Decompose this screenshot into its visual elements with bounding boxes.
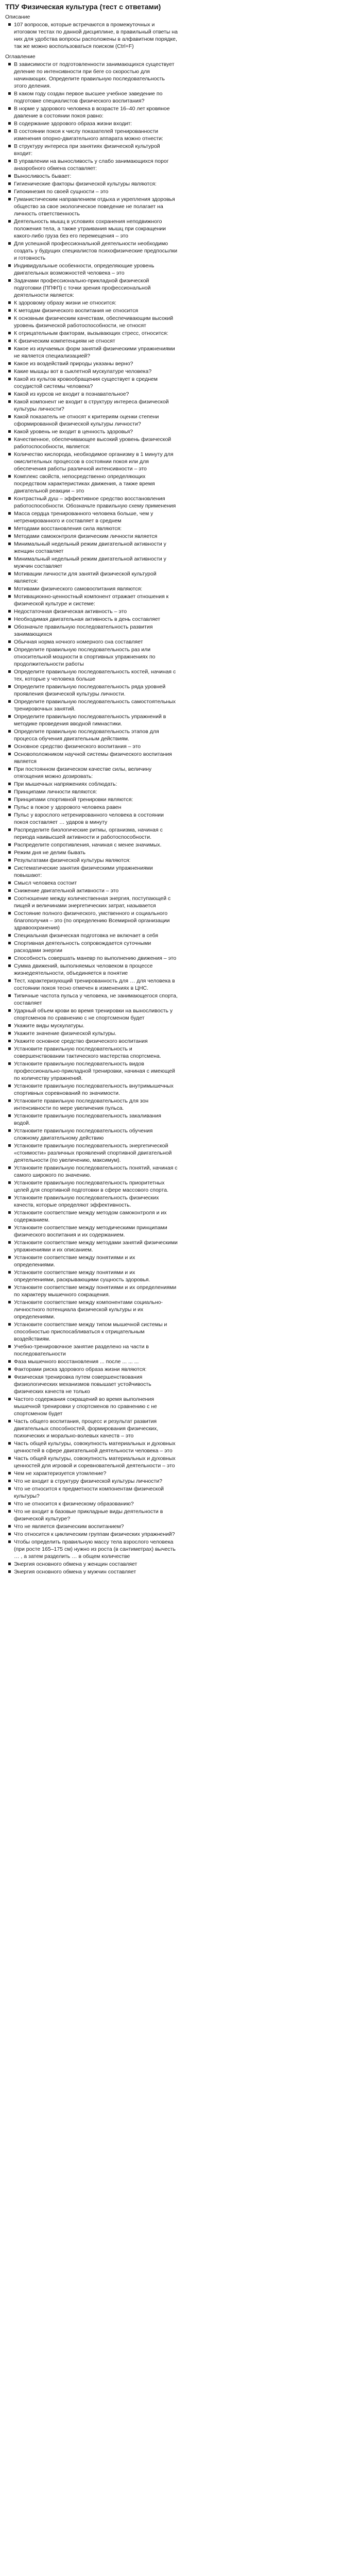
toc-link[interactable]: Масса сердца тренированного человека больше, чем у нетренированного и составляет в среднем: [14, 511, 153, 524]
toc-item: [8, 826, 178, 841]
toc-item: [8, 307, 178, 314]
toc-item: [8, 1478, 178, 1485]
toc-link[interactable]: Чтобы определить правильную массу тела взрослого человека (при росте 165–175 см) нужно из роста (в сантиметрах) вычесть … , а затем разделить … в общем количестве: [14, 1539, 176, 1560]
toc-link[interactable]: Какой компонент не входит в структуру интереса физической культуры личности?: [14, 399, 169, 412]
toc-link[interactable]: В зависимости от подготовленности занимающихся существует деление по интенсивности при беге со скоростью для начинающих. Определите правильную последовательность этого деления.: [14, 61, 175, 89]
toc-item: [8, 277, 178, 299]
toc-item: [8, 781, 178, 788]
toc-link[interactable]: Состояние полного физического, умственного и социального благополучия – это (по определению Всемирной организации здравоохранения): [14, 910, 170, 931]
toc-link[interactable]: Установите соответствие между компонентами социально-личностного потенциала физической культуры и их определениями.: [14, 1299, 163, 1320]
toc-link[interactable]: Установите соответствие между методическими принципами физического воспитания и их содержанием.: [14, 1225, 167, 1238]
description-section: [5, 13, 356, 50]
toc-item: [8, 646, 178, 668]
toc-item: [8, 992, 178, 1007]
toc-link[interactable]: Определите правильную последовательность самостоятельных тренировочных занятий.: [14, 699, 176, 712]
toc-link[interactable]: Задачами профессионально-прикладной физической подготовки (ППФП) с точки зрения профессиональной деятельности является:: [14, 278, 151, 298]
description-list: [5, 21, 356, 50]
toc-item: [8, 940, 178, 954]
toc-link[interactable]: При мышечных напряжениях соблюдать:: [14, 781, 117, 787]
toc-item: [8, 668, 178, 683]
toc-link[interactable]: Укажите значение физической культуры.: [14, 1030, 117, 1037]
toc-item: [8, 1343, 178, 1358]
toc-link[interactable]: В управлении на выносливость у слабо занимающихся порог анаэробного обмена составляет:: [14, 158, 169, 172]
toc-item: [8, 616, 178, 623]
toc-link[interactable]: Факторами риска здорового образа жизни являются:: [14, 1366, 147, 1372]
toc-link[interactable]: Гипокинезия по своей сущности – это: [14, 189, 109, 195]
toc-link[interactable]: Качественное, обеспечивающее высокий уровень физической работоспособности, является:: [14, 436, 171, 450]
toc-link[interactable]: Установите соответствие между понятиями и их определениями, раскрывающими сущность здоровья.: [14, 1269, 150, 1283]
toc-link[interactable]: Снижение двигательной активности – это: [14, 888, 119, 894]
toc-link[interactable]: Что не входит в базовые прикладные виды деятельности в физической культуре?: [14, 1509, 163, 1522]
toc-item: [8, 585, 178, 592]
toc-item: [8, 1269, 178, 1283]
toc-item: [8, 1500, 178, 1507]
toc-link[interactable]: Основоположником научной системы физического воспитания является: [14, 751, 172, 765]
toc-item: [8, 262, 178, 277]
toc-item: [8, 1060, 178, 1082]
toc-item: [8, 1030, 178, 1037]
toc-item: [8, 368, 178, 375]
toc-item: [8, 932, 178, 939]
toc-link[interactable]: Методами восстановления сила являются:: [14, 526, 122, 532]
toc-link[interactable]: Принципами спортивной тренировки являются:: [14, 796, 133, 803]
toc-item: [8, 1568, 178, 1575]
toc-item: [8, 1374, 178, 1395]
toc-item: [8, 977, 178, 992]
toc-item: [8, 218, 178, 240]
toc-link[interactable]: Выносливость бывает:: [14, 173, 72, 179]
toc-item: [8, 1358, 178, 1365]
toc-link[interactable]: Что не входит в структуру физической культуры личности?: [14, 1478, 163, 1484]
toc-link[interactable]: Режим дня не делим бывать: [14, 850, 86, 856]
toc-link[interactable]: Комплекс свойств, непосредственно определяющих посредством характеристиках движения, а также время двигательной реакции – это: [14, 473, 155, 494]
toc-list: [5, 61, 356, 1575]
toc-item: [8, 473, 178, 495]
toc-link[interactable]: Минимальный недельный режим двигательной активности у мужчин составляет: [14, 556, 166, 569]
toc-item: [8, 1142, 178, 1164]
toc-link[interactable]: Индивидуальные особенности, определяющие уровень двигательных возможностей человека – это: [14, 263, 154, 276]
toc-item: [8, 962, 178, 977]
toc-link[interactable]: Распределите сопротивления, начиная с менее значимых.: [14, 842, 162, 848]
toc-link[interactable]: Пульс у взрослого нетренированного человека в состоянии покоя составляет … ударов в минуту: [14, 812, 164, 825]
toc-link[interactable]: Способность совершать маневр по выполнению движения – это: [14, 955, 177, 961]
toc-item: [8, 533, 178, 540]
toc-link[interactable]: Установите правильную последовательность понятий, начиная с самого широкого по значению.: [14, 1165, 178, 1178]
toc-link[interactable]: Физическая тренировка путем совершенствования физиологических механизмов повышает устойчивость физических качеств не только: [14, 1374, 151, 1395]
toc-item: [8, 751, 178, 765]
toc-item: [8, 766, 178, 780]
toc-item: [8, 143, 178, 157]
toc-link[interactable]: Для успешной профессиональной деятельности необходимо создать у будущих специалистов психофизические предпосылки и готовность: [14, 241, 178, 261]
toc-item: [8, 1508, 178, 1522]
toc-link[interactable]: Что не относится к физическому образованию?: [14, 1501, 134, 1507]
toc-item: [8, 188, 178, 195]
toc-link[interactable]: В норме у здорового человека в возрасте 16–40 лет кровяное давление в состоянии покоя равно:: [14, 106, 170, 119]
toc-link[interactable]: Чем не характеризуется утомление?: [14, 1470, 107, 1477]
toc-item: [8, 1194, 178, 1209]
toc-item: [8, 857, 178, 864]
toc-item: [8, 1418, 178, 1439]
toc-item: [8, 1224, 178, 1239]
toc-link[interactable]: Что относится к циклическим группам физических упражнений?: [14, 1531, 175, 1537]
toc-item: [8, 1022, 178, 1029]
toc-link[interactable]: Какое из изучаемых форм занятий физическими упражнениями не является специализацией?: [14, 346, 175, 359]
toc-item: [8, 360, 178, 367]
toc-item: [8, 570, 178, 585]
toc-item: [8, 1239, 178, 1253]
toc-item: [8, 158, 178, 172]
toc-link[interactable]: Частого содержания сокращений во время выполнения мышечной тренировки у спортсменов по сравнению с не спортсменом будет: [14, 1396, 157, 1417]
toc-heading: Оглавление: [5, 54, 36, 60]
toc-item: [8, 713, 178, 727]
toc-link[interactable]: Гуманистическим направлением отдыха и укрепления здоровья общество за свое экологическое поведение не полагает на личность ответственность: [14, 196, 175, 217]
toc-link[interactable]: Энергия основного обмена у мужчин составляет: [14, 1569, 136, 1575]
toc-item: [8, 436, 178, 450]
toc-item: [8, 196, 178, 217]
toc-item: [8, 743, 178, 750]
toc-link[interactable]: Часть общей культуры, совокупность материальных и духовных ценностей для игровой и соревновательной деятельности – это: [14, 1455, 176, 1469]
toc-link[interactable]: Обычная норма ночного номерного сна составляет: [14, 639, 143, 645]
toc-item: [8, 180, 178, 188]
toc-item: [8, 1470, 178, 1477]
toc-item: [8, 1440, 178, 1454]
toc-link[interactable]: Обозначьте правильную последовательность развития занимающихся: [14, 624, 153, 637]
toc-item: [8, 638, 178, 646]
toc-item: [8, 1523, 178, 1530]
toc-link[interactable]: Мотивации личности для занятий физической культурой является:: [14, 571, 157, 584]
toc-item: [8, 315, 178, 329]
toc-link[interactable]: Мотивами физического самовоспитания являются:: [14, 586, 143, 592]
toc-item: [8, 1531, 178, 1538]
toc-link[interactable]: Смысл человека состоит: [14, 880, 77, 886]
toc-link[interactable]: Установите правильную последовательность для зон интенсивности по мере увеличения пульса.: [14, 1098, 149, 1111]
toc-item: [8, 1127, 178, 1142]
toc-link[interactable]: Часть общей культуры, совокупность материальных и духовных ценностей в сфере двигательной деятельности человека – это: [14, 1440, 176, 1454]
toc-item: [8, 451, 178, 472]
toc-link[interactable]: Установите правильную последовательность обучения сложному двигательному действию: [14, 1128, 153, 1141]
toc-item: [8, 1179, 178, 1194]
toc-item: [8, 398, 178, 413]
toc-link[interactable]: Что не является физическим воспитанием?: [14, 1523, 124, 1530]
toc-link[interactable]: К основным физическим качествам, обеспечивающим высокий уровень физической работоспособности, не относят: [14, 315, 174, 329]
toc-item: [8, 1045, 178, 1060]
toc-item: [8, 120, 178, 127]
toc-item: [8, 61, 178, 90]
toc-item: [8, 90, 178, 105]
toc-item: [8, 337, 178, 345]
toc-item: [8, 240, 178, 262]
page-title: ТПУ Физическая культура (тест с ответами): [5, 3, 161, 11]
toc-link[interactable]: Установите правильную последовательность видов профессионально-прикладной тренировки, начиная с имеющей по количеству упражнений.: [14, 1061, 175, 1081]
toc-item: [8, 1164, 178, 1179]
toc-item: [8, 413, 178, 428]
toc-item: [8, 811, 178, 826]
toc-item: [8, 1299, 178, 1320]
toc-link[interactable]: Учебно-тренировочное занятие разделено на части в последовательности: [14, 1344, 149, 1357]
toc-link[interactable]: Какое из воздействий природы указаны верно?: [14, 361, 133, 367]
toc-item: [8, 841, 178, 849]
toc-item: [8, 1538, 178, 1560]
toc-item: [8, 1254, 178, 1268]
toc-item: [8, 105, 178, 120]
toc-item: [8, 1097, 178, 1112]
toc-item: [8, 683, 178, 698]
toc-link[interactable]: При постоянном физическом качестве силы, величину отягощения можно дозировать:: [14, 766, 152, 779]
toc-item: [8, 345, 178, 360]
toc-link[interactable]: Спортивная деятельность сопровождается суточными расходами энергии: [14, 940, 151, 954]
toc-link[interactable]: Основное средство физического воспитания – это: [14, 743, 141, 750]
toc-item: [8, 1209, 178, 1224]
toc-link[interactable]: Установите правильную последовательность энергетической «стоимости» различных проявлений спортивной двигательной деятельности (по увеличению, максимум).: [14, 1143, 172, 1163]
toc-item: [8, 1284, 178, 1298]
toc-item: [8, 299, 178, 307]
toc-item: [8, 510, 178, 524]
toc-item: [8, 593, 178, 607]
toc-link[interactable]: Фаза мышечного восстановления ... после ... ... ...: [14, 1359, 139, 1365]
description-item: 107 вопросов, которые встречаются в промежуточных и итоговом тестах по данной дисциплине, в правильный ответы на них для удобства вопросы расположены в алфавитном порядке, так же можно воспользоваться поиском (Ctrl+F): [8, 21, 178, 50]
toc-link[interactable]: Гигиенические факторы физической культуры являются:: [14, 181, 157, 187]
toc-link[interactable]: Распределите биологические ритмы, организма, начиная с периода наивысшей активности и работоспособности.: [14, 827, 163, 840]
toc-link[interactable]: Укажите виды мускулатуры.: [14, 1023, 84, 1029]
toc-item: [8, 1561, 178, 1568]
toc-link[interactable]: К отрицательным факторам, вызывающих стресс, относится:: [14, 330, 168, 336]
toc-item: [8, 804, 178, 811]
toc-link[interactable]: В состоянии покоя к числу показателей тренированности изменения опорно-двигательного аппарата можно отнести:: [14, 128, 163, 142]
description-heading: Описание: [5, 14, 30, 20]
toc-link[interactable]: Какой из курсов не входит в познавательное?: [14, 391, 129, 397]
toc-link[interactable]: Какой из культов кровообращения существует в среднем сосудистой системы человека?: [14, 376, 158, 389]
toc-link[interactable]: Сумма движений, выполняемых человеком в процессе жизнедеятельности, объединяется в понятие: [14, 963, 153, 976]
toc-item: [8, 1485, 178, 1500]
toc-item: [8, 525, 178, 532]
toc-item: [8, 955, 178, 962]
toc-link[interactable]: Что не относится к предметности компонентам физической культуры?: [14, 1486, 164, 1499]
toc-item: [8, 495, 178, 510]
toc-item: [8, 1082, 178, 1097]
toc-link[interactable]: Энергия основного обмена у женщин составляет: [14, 1561, 137, 1567]
toc-link[interactable]: Определите правильную последовательность упражнений в методике проведения вводной гимнастики.: [14, 714, 166, 727]
toc-link[interactable]: Какой показатель не относят к критериям оценки степени сформированной физической культуры личности?: [14, 414, 159, 427]
toc-item: [8, 1007, 178, 1022]
toc-link[interactable]: Укажите основное средство физического воспитания: [14, 1038, 148, 1044]
toc-link[interactable]: Контрастный душ – эффективное средство восстановления работоспособности. Обозначьте правильную схему применения: [14, 496, 176, 509]
toc-link[interactable]: Установите правильную последовательность внутримышечных спортивных соревнований по значимости.: [14, 1083, 174, 1096]
toc-item: [8, 849, 178, 856]
toc-link[interactable]: Какой уровень не входит в ценность здоровья?: [14, 429, 133, 435]
toc-link[interactable]: В содержание здорового образа жизни входит:: [14, 121, 132, 127]
toc-link[interactable]: Определите правильную последовательность ряда уровней проявления физической культуры личности.: [14, 684, 166, 697]
toc-item: [8, 895, 178, 909]
toc-link[interactable]: Установите правильную последовательность приоритетных целей для спортивной подготовки в сфере массового спорта.: [14, 1180, 168, 1193]
toc-item: [8, 910, 178, 931]
toc-item: [8, 540, 178, 555]
toc-item: [8, 1321, 178, 1343]
toc-item: [8, 1455, 178, 1469]
toc-link[interactable]: Установите правильную последовательность закаливания водой.: [14, 1113, 161, 1126]
toc-item: [8, 391, 178, 398]
toc-link[interactable]: Какие мышцы вот в сыклетной мускулатуре человека?: [14, 368, 152, 375]
toc-item: [8, 788, 178, 795]
toc-item: [8, 879, 178, 887]
toc-link[interactable]: В каком году создан первое высшее учебное заведение по подготовке специалистов физического воспитания?: [14, 91, 163, 104]
toc-link[interactable]: Количество кислорода, необходимое организму в 1 минуту для окислительных процессов в состоянии покоя или для обеспечения работы различной интенсивности – это: [14, 451, 174, 472]
toc-item: [8, 887, 178, 894]
toc-link[interactable]: Установите правильную последовательность и совершенствовании тактического мастерства спортсмена.: [14, 1046, 161, 1059]
toc-item: [8, 1038, 178, 1045]
toc-link[interactable]: Определите правильную последовательность этапов для процесса обучения двигательным действиям.: [14, 728, 159, 742]
toc-link[interactable]: Установите соответствие между понятиями и их определениями.: [14, 1255, 135, 1268]
toc-link[interactable]: Мотивационно-ценностный компонент отражает отношения к физической культуре и системе:: [14, 594, 169, 607]
toc-link[interactable]: В структуру интереса при занятиях физической культурой входит:: [14, 143, 160, 157]
toc-item: [8, 173, 178, 180]
toc-item: [8, 428, 178, 435]
toc-link[interactable]: Деятельность мышц в условиях сохранения неподвижного положения тела, а также утраивания мышц при сокращении какого-либо груза без его перемещения – это: [14, 218, 166, 239]
toc-link[interactable]: Установите соответствие между типом мышечной системы и способностью приспосабливаться к отрицательным воздействиям.: [14, 1321, 167, 1342]
toc-link[interactable]: Результатами физической культуры являются:: [14, 857, 131, 863]
toc-item: [8, 698, 178, 713]
toc-item: [8, 1396, 178, 1417]
toc-link[interactable]: Недостаточная физическая активность – это: [14, 608, 127, 615]
toc-link[interactable]: Определите правильную последовательность раз или относительной мощности в спортивных упражнениях по продолжительности работы: [14, 647, 156, 667]
toc-section: [5, 53, 356, 1575]
toc-item: [8, 330, 178, 337]
toc-item: [8, 555, 178, 570]
toc-link[interactable]: Систематические занятия физическими упражнениями повышают:: [14, 865, 153, 878]
toc-item: [8, 728, 178, 742]
toc-item: [8, 796, 178, 803]
toc-link[interactable]: Установите соответствие между методом самоконтроля и их содержанием.: [14, 1210, 167, 1223]
toc-link[interactable]: Часть общего воспитания, процесс и результат развития двигательных способностей, формирования физических, психических и морально-волевых качеств – это: [14, 1418, 159, 1439]
toc-link[interactable]: Пульс в покое у здорового человека равен: [14, 804, 122, 810]
toc-link[interactable]: Установите соответствие между методами занятий физическими упражнениями и их описанием.: [14, 1240, 178, 1253]
toc-link[interactable]: Типичные частота пульса у человека, не занимающегося спорта, составляет: [14, 993, 178, 1006]
toc-link[interactable]: Установите правильную последовательность физических качеств, которые определяют эффективность.: [14, 1195, 159, 1208]
toc-link[interactable]: К физическим компетенциям не относят: [14, 338, 115, 344]
toc-item: [8, 865, 178, 879]
toc-link[interactable]: Необходимая двигательная активность в день составляет: [14, 616, 161, 622]
toc-link[interactable]: Специальная физическая подготовка не включает в себя: [14, 933, 159, 939]
toc-item: [8, 128, 178, 142]
toc-item: [8, 623, 178, 638]
toc-item: [8, 376, 178, 390]
toc-item: [8, 1112, 178, 1127]
toc-link[interactable]: Соотношение между количественная энергия, поступающей с пищей и величинами энергетических затрат, называется: [14, 895, 171, 909]
toc-link[interactable]: Установите соответствие между понятиями и их определениями по характеру мышечного сокращения.: [14, 1284, 177, 1298]
toc-link[interactable]: Определите правильную последовательность костей, начиная с тех, которые у человека больше: [14, 669, 176, 682]
toc-link[interactable]: К методам физического воспитания не относится: [14, 308, 139, 314]
toc-item: [8, 1366, 178, 1373]
toc-link[interactable]: К здоровому образу жизни не относится:: [14, 300, 116, 306]
toc-link[interactable]: Принципами личности являются:: [14, 789, 97, 795]
toc-link[interactable]: Методами самоконтроля физическим личности является: [14, 533, 158, 539]
toc-item: [8, 608, 178, 615]
toc-link[interactable]: Тест, характеризующий тренированность для … для человека в состоянии покоя тесно отмечен в изменениях в ЦНС.: [14, 978, 175, 991]
toc-link[interactable]: Ударный объем крови во время тренировки на выносливость у спортсменов по сравнению с не спортсменом будет: [14, 1008, 173, 1021]
toc-link[interactable]: Минимальный недельный режим двигательной активности у женщин составляет: [14, 541, 166, 554]
